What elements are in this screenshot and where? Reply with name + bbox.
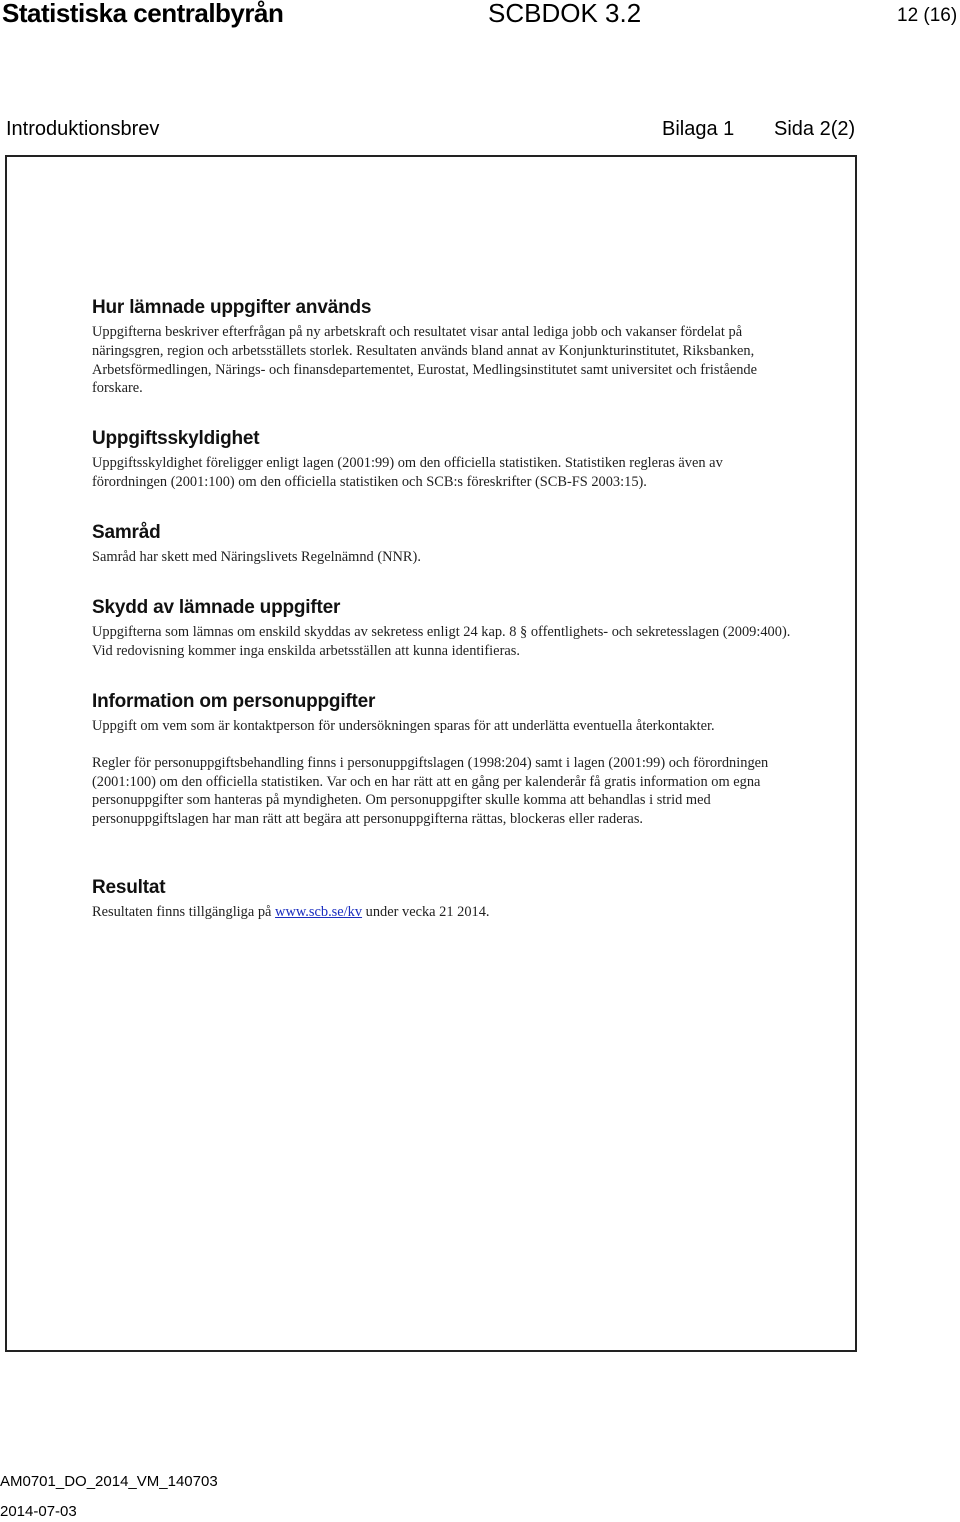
section-personal-data (92, 691, 792, 829)
section-paragraph (92, 903, 792, 922)
section-paragraph: Uppgifterna som lämnas om enskild skyddas av sekretess enligt 24 kap. 8 § offentlighets- och sekretesslagen (2009:400). Vid redovisning kommer inga enskilda arbetsställen att kunna identifieras. (92, 624, 791, 659)
section-heading: Samråd (92, 522, 161, 543)
document-code: SCBDOK 3.2 (488, 0, 642, 28)
section-heading: Uppgiftsskyldighet (92, 428, 260, 449)
section-consultation (92, 522, 792, 567)
section-paragraph: Regler för personuppgiftsbehandling finns i personuppgiftslagen (1998:204) samt i lagen (2001:99) och förordningen (2001:100) om den officiella statistiken. Var och en har rätt att en gång per kalenderår få gratis information om egna personuppgifter som hanteras på myndigheten. Om personuppgifter skulle komma att behandlas i strid med personuppgiftslagen har man rätt att begära att personuppgifterna rättas, blockeras eller raderas. (92, 754, 769, 828)
section-protection (92, 597, 792, 661)
section-results (92, 877, 792, 922)
organization-name: Statistiska centralbyrån (2, 0, 284, 28)
document-date: 2014-07-03 (0, 1503, 77, 1520)
letter-scan-frame (5, 155, 857, 1352)
section-paragraph: Uppgift om vem som är kontaktperson för undersökningen sparas för att underlätta eventuella återkontakter. (92, 718, 715, 734)
results-link[interactable]: www.scb.se/kv (275, 904, 363, 920)
attachment-title: Introduktionsbrev (6, 118, 160, 140)
page-number: 12 (16) (897, 5, 958, 26)
section-heading: Information om personuppgifter (92, 691, 376, 712)
section-obligation (92, 428, 792, 492)
document-id: AM0701_DO_2014_VM_140703 (0, 1473, 218, 1490)
section-paragraph: Samråd har skett med Näringslivets Regelnämnd (NNR). (92, 549, 421, 565)
attachment-page: Sida 2(2) (774, 118, 856, 140)
section-paragraph: Uppgiftsskyldighet föreligger enligt lagen (2001:99) om den officiella statistiken. Statistiken regleras även av förordningen (2001:100) om den officiella statistiken och SCB:s föreskrifter (SCB-FS 2003:15). (92, 455, 723, 490)
section-paragraph: Uppgifterna beskriver efterfrågan på ny arbetskraft och resultatet visar antal lediga jobb och vakanser fördelat på näringsgren, region och arbetsställets storlek. Resultaten används bland annat av Konjunkturinstitutet, Riksbanken, Arbetsförmedlingen, Närings- och finansdepartementet, Eurostat, Medlingsinstitutet samt universitet och fristående forskare. (92, 324, 757, 397)
section-heading: Hur lämnade uppgifter används (92, 297, 372, 318)
section-usage (92, 297, 792, 398)
result-text: Resultaten finns tillgängliga på (92, 904, 276, 920)
appendix-label: Bilaga 1 (662, 118, 735, 140)
result-text-end: under vecka 21 2014. (362, 904, 490, 920)
section-heading: Resultat (92, 877, 166, 898)
section-heading: Skydd av lämnade uppgifter (92, 597, 341, 618)
